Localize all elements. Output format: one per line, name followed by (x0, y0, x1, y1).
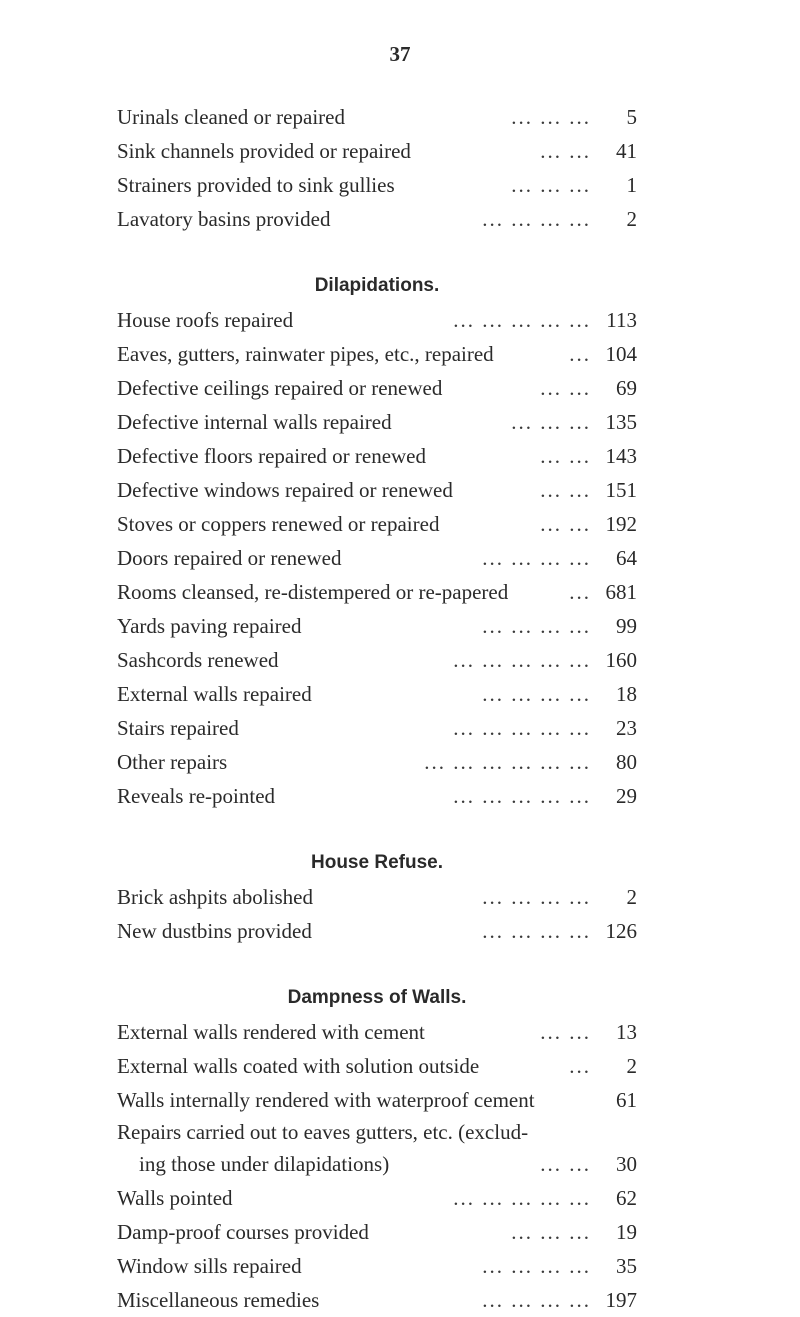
row-label-continued: ing those under dilapidations) (139, 1152, 390, 1176)
leader-dots: ... ... ... ... (482, 207, 591, 231)
section-heading: House Refuse. (311, 852, 443, 873)
row-value: 62 (616, 1186, 637, 1210)
row-value: 64 (616, 546, 637, 570)
table-row (117, 1181, 637, 1215)
leader-dots: ... ... ... ... ... (453, 308, 591, 332)
row-value: 197 (605, 1288, 637, 1312)
table-row (117, 677, 637, 711)
table-row (117, 1015, 637, 1049)
row-label: Doors repaired or renewed (117, 546, 342, 570)
row-label: Defective floors repaired or renewed (117, 444, 427, 468)
row-value: 35 (616, 1254, 637, 1278)
leader-dots: ... ... ... ... (482, 614, 591, 638)
row-value: 23 (616, 716, 637, 740)
row-label: Yards paving repaired (117, 614, 302, 638)
row-value: 143 (605, 444, 637, 468)
table-row (117, 303, 637, 337)
leader-dots: ... ... (540, 512, 591, 536)
leader-dots: ... ... (540, 1020, 591, 1044)
leader-dots: ... ... (540, 139, 591, 163)
table-row (117, 1283, 637, 1317)
row-label: Rooms cleansed, re-distempered or re-papered (117, 580, 509, 604)
row-label: Strainers provided to sink gullies (117, 173, 395, 197)
report-body (117, 100, 637, 1317)
leader-dots: ... ... ... (511, 173, 591, 197)
row-label: Eaves, gutters, rainwater pipes, etc., repaired (117, 342, 494, 366)
leader-dots: ... (569, 342, 591, 366)
row-value: 126 (605, 919, 637, 943)
row-label: Miscellaneous remedies (117, 1288, 320, 1312)
table-row (117, 1215, 637, 1249)
leader-dots: ... ... ... (511, 105, 591, 129)
row-value: 192 (605, 512, 637, 536)
row-label: Walls pointed (117, 1186, 233, 1210)
row-label: Stoves or coppers renewed or repaired (117, 512, 440, 536)
leader-dots: ... ... ... ... ... (453, 648, 591, 672)
leader-dots: ... ... ... ... (482, 1254, 591, 1278)
table-row (117, 405, 637, 439)
row-value: 151 (605, 478, 637, 502)
leader-dots: ... ... ... ... ... (453, 716, 591, 740)
row-value: 135 (605, 410, 637, 434)
row-label: New dustbins provided (117, 919, 312, 943)
row-value: 69 (616, 376, 637, 400)
row-value: 18 (616, 682, 637, 706)
row-label: External walls rendered with cement (117, 1020, 425, 1044)
row-value: 41 (616, 139, 637, 163)
table-row (117, 1117, 637, 1181)
row-label: Repairs carried out to eaves gutters, etc. (exclud- (117, 1120, 529, 1144)
row-value: 2 (626, 885, 637, 909)
row-value: 1 (626, 173, 637, 197)
row-value: 681 (605, 580, 637, 604)
row-label: External walls repaired (117, 682, 312, 706)
section-heading: Dampness of Walls. (287, 987, 467, 1008)
table-row (117, 100, 637, 134)
row-value: 160 (605, 648, 637, 672)
row-label: Defective windows repaired or renewed (117, 478, 453, 502)
table-row (117, 643, 637, 677)
table-row (117, 134, 637, 168)
leader-dots: ... ... ... ... (482, 885, 591, 909)
row-label: Lavatory basins provided (117, 207, 331, 231)
section-heading: Dilapidations. (314, 275, 440, 296)
row-continuation (117, 1147, 637, 1181)
row-value: 2 (626, 207, 637, 231)
row-label: Sashcords renewed (117, 648, 279, 672)
leader-dots: ... ... ... ... (482, 1288, 591, 1312)
row-value: 80 (616, 750, 637, 774)
table-row (117, 1049, 637, 1083)
row-label: Sink channels provided or repaired (117, 139, 411, 163)
table-row (117, 914, 637, 948)
row-value: 13 (616, 1020, 637, 1044)
row-value: 29 (616, 784, 637, 808)
leader-dots: ... ... ... ... (482, 682, 591, 706)
row-value: 5 (626, 105, 637, 129)
row-label: Defective internal walls repaired (117, 410, 392, 434)
table-row (117, 745, 637, 779)
leader-dots: ... ... (540, 444, 591, 468)
leader-dots: ... ... ... (511, 1220, 591, 1244)
table-row (117, 439, 637, 473)
row-label: Brick ashpits abolished (117, 885, 313, 909)
leader-dots: ... ... (540, 376, 591, 400)
row-label: Stairs repaired (117, 716, 239, 740)
row-value: 113 (606, 308, 637, 332)
row-value: 19 (616, 1220, 637, 1244)
section-gap (117, 813, 637, 846)
table-row (117, 880, 637, 914)
leader-dots: ... ... ... ... ... (453, 1186, 591, 1210)
row-value: 30 (616, 1152, 637, 1176)
table-row (117, 1083, 637, 1117)
table-row (117, 711, 637, 745)
row-value: 104 (605, 342, 637, 366)
table-row (117, 609, 637, 643)
row-label: Window sills repaired (117, 1254, 302, 1278)
row-value: 99 (616, 614, 637, 638)
table-row (117, 779, 637, 813)
table-row (117, 371, 637, 405)
row-label: Damp-proof courses provided (117, 1220, 369, 1244)
leader-dots: ... (569, 1054, 591, 1078)
section-gap (117, 948, 637, 981)
row-label: House roofs repaired (117, 308, 294, 332)
table-row (117, 541, 637, 575)
table-row (117, 168, 637, 202)
row-label: Reveals re-pointed (117, 784, 276, 808)
leader-dots: ... ... (540, 478, 591, 502)
leader-dots: ... ... (540, 1152, 591, 1176)
leader-dots: ... (569, 580, 591, 604)
leader-dots: ... ... ... ... (482, 919, 591, 943)
leader-dots: ... ... ... ... ... ... (424, 750, 591, 774)
row-value: 61 (616, 1088, 637, 1112)
row-label: Urinals cleaned or repaired (117, 105, 345, 129)
table-row (117, 202, 637, 236)
row-label: Defective ceilings repaired or renewed (117, 376, 443, 400)
row-label: Other repairs (117, 750, 228, 774)
row-label: External walls coated with solution outside (117, 1054, 480, 1078)
section-gap (117, 236, 637, 269)
leader-dots: ... ... ... ... ... (453, 784, 591, 808)
table-row (117, 575, 637, 609)
leader-dots: ... ... ... (511, 410, 591, 434)
row-value: 2 (626, 1054, 637, 1078)
row-label: Walls internally rendered with waterproof cement (117, 1088, 535, 1112)
table-row (117, 473, 637, 507)
leader-dots: ... ... ... ... (482, 546, 591, 570)
table-row (117, 337, 637, 371)
page-number: 37 (389, 42, 411, 66)
table-row (117, 1249, 637, 1283)
table-row (117, 507, 637, 541)
